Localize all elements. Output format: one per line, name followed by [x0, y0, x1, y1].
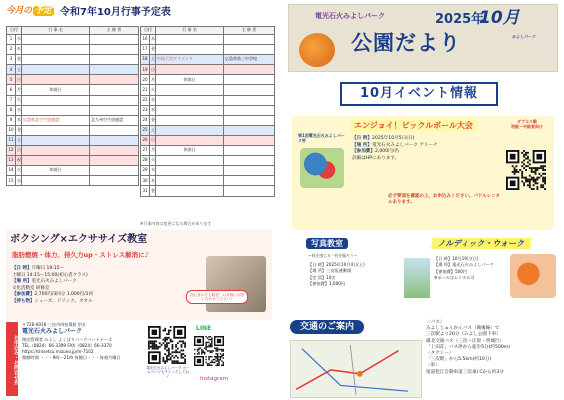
schedule-row: 3 金 — [7, 55, 139, 65]
schedule-row: 12 日 — [7, 146, 139, 156]
boxing-bubble: 初心者の方も歓迎！お気軽にお問い合わせください♪ — [186, 290, 248, 304]
photo-class-heading: 写真教室 — [306, 238, 348, 249]
schedule-row: 9 木 広島県北空手道連盟 北九州空手道連盟 — [7, 115, 139, 125]
schedule-row: 26 日 — [141, 135, 275, 145]
schedule-row: 7 火 — [7, 95, 139, 105]
photo-class-details: 【日 時】2025年10月4日(土) 【場 所】三良坂運動場 【定 員】10名 【参加費】1,000円 — [308, 262, 365, 286]
schedule-row: 30 木 — [141, 176, 275, 186]
schedule-row: 16 木 — [141, 35, 275, 45]
schedule-row: 1 水 — [7, 35, 139, 45]
photo-class-subtitle: 〜秋を感じる一枚を撮ろう〜 — [308, 253, 358, 258]
pickleball-photo — [300, 148, 344, 188]
schedule-row: 31 金 — [141, 186, 275, 196]
newsletter-header — [288, 4, 558, 72]
schedule-row: 5 日 — [7, 75, 139, 85]
line-qr-code[interactable] — [194, 336, 224, 366]
schedule-row: 29 水 — [141, 166, 275, 176]
schedule-table-left: 日付 行 事 名 主 催 者 1 水 2 木 3 金 4 土 5 日 6 月 休園日 7 火 8 水 9 木 広島県北空手道連盟 北九州空手道連盟 10 金 11 土 12 日 13 祝 14 火 休園日 15 水 — [6, 26, 139, 186]
access-map — [290, 340, 422, 398]
schedule-row: 20 月 休園日 — [141, 75, 275, 85]
schedule-row: 21 火 — [141, 85, 275, 95]
photo-class-image — [404, 258, 430, 298]
nordic-walk-section — [432, 238, 556, 318]
schedule-table-right: 日付 行 事 名 主 催 者 16 木 17 金 18 土 中国大学グラウンド 広島県第三中学校 19 日 20 月 休園日 21 火 22 水 23 木 24 金 25 土 26 日 27 月 休園日 28 火 29 水 30 木 31 金 — [140, 26, 275, 197]
schedule-row: 13 祝 — [7, 156, 139, 166]
schedule-row: 19 日 — [141, 65, 275, 75]
facility-name: 電光石火みよしパーク — [22, 328, 83, 336]
pickleball-notice: 必ず要項を確認の上、お申込みください。パドルレンタルあります。 — [388, 194, 501, 206]
detail-row: 【日 時】2025年10月5日(日) — [352, 136, 415, 141]
contact-side-label: お申込み・お問合せ先 — [6, 322, 18, 396]
month-label: 10月 — [479, 8, 520, 28]
schedule-row: 8 水 — [7, 105, 139, 115]
line-label: LINE — [196, 325, 212, 332]
pickleball-qr-code[interactable] — [506, 150, 546, 190]
events-banner: 10月イベント情報 — [340, 82, 498, 106]
mascot-icon — [299, 33, 335, 67]
schedule-row: 4 土 — [7, 65, 139, 75]
homepage-qr-code[interactable] — [148, 326, 186, 364]
access-heading: 交通のご案内 — [290, 320, 364, 334]
schedule-row: 18 土 中国大学グラウンド 広島県第三中学校 — [141, 55, 275, 65]
detail-row: 【参加費】2,000円/名 — [352, 149, 399, 155]
pickleball-format: ダブルス戦 初級〜中級者向け — [511, 119, 543, 129]
schedule-row: 22 水 — [141, 95, 275, 105]
nordic-walk-heading: ノルディック・ウォーク — [431, 238, 531, 249]
schedule-note: ※行事内容は変更になる場合があります — [140, 221, 212, 226]
park-logo: みよしパーク — [512, 34, 536, 39]
schedule-row: 10 金 — [7, 125, 139, 135]
schedule-row: 28 火 — [141, 156, 275, 166]
nordic-walk-image — [510, 254, 556, 298]
boxing-subtitle: 脂肪燃焼・体力、持久力up・ストレス解消に♪ — [12, 251, 149, 259]
schedule-row: 25 土 — [141, 125, 275, 135]
boxing-section — [6, 230, 272, 320]
access-directions: 〈バス〉 みよしじゅんかんバス（備後線）で 三次駅より20分（みよし公園下車） 備北交通バス（三次〜庄原・西城行） 「上田荘」バス停から徒歩5分(約500m) 〈タクシー〉 「三次駅」から5.5km(約10分) 〈車〉 尾道松江自動車道三次東I.Cから約3分 — [426, 320, 511, 375]
schedule-row: 6 月 休園日 — [7, 85, 139, 95]
detail-row: 詳細はHPにあります。 — [352, 155, 400, 161]
pickleball-section — [292, 116, 554, 230]
homepage-qr-label: 電光石火みよしパーク ホームページもチェックしてね♪ — [146, 366, 190, 379]
schedule-row: 11 土 — [7, 135, 139, 145]
schedule-row: 23 木 — [141, 105, 275, 115]
instagram-label: Instagram — [200, 376, 228, 382]
pickleball-details — [352, 136, 502, 163]
website-link[interactable]: https://shisetsu.mizuno.jp/m-7102 — [22, 348, 94, 354]
nordic-walk-details: 【日 時】10月19日(日) 【場 所】電光石火みよしパーク 【参加費】500円 ※ポールはレンタル可 — [434, 256, 494, 280]
schedule-header — [6, 6, 278, 24]
boxing-details: 【日 時】月曜日 19:15〜 土曜日 14:15〜15:00(初心者クラス) 【場 所】電光石火みよしパーク 文化活動室 研修室 【参加費】2,700円/3回分 1,000円/1回 【持ち物】シューズ、ドリンク、タオル — [12, 266, 93, 304]
photo-class-section — [306, 238, 430, 318]
year-label: 2025年 — [435, 12, 485, 27]
schedule-row: 17 金 — [141, 45, 275, 55]
park-name: 電光石火みよしパーク — [315, 12, 385, 20]
pickleball-title: エンジョイ！ピックルボール大会 — [350, 120, 477, 131]
schedule-row: 15 水 — [7, 176, 139, 186]
schedule-row: 27 月 休園日 — [141, 146, 275, 156]
boxing-title: ボクシング×エクササイズ教室 — [10, 234, 148, 245]
newsletter-title: 公園だより — [351, 31, 461, 55]
detail-row: 【場 所】電光石火みよしパーク アリーナ — [352, 142, 438, 148]
contact-info: 〒728-0016 三次市四拾貫町寺田 電光石火みよしパーク 指定管理者 みよし よくばりパークパートナーズ TEL（0824）66-3399 FAX（0824）66-3370 https://shisetsu.mizuno.jp/m-7102 開館時間 ・・・9時〜21時 休館日・・・毎週月曜日 — [22, 322, 146, 361]
schedule-title: 令和7年10月行事予定表 — [60, 7, 171, 18]
schedule-row: 24 金 — [141, 115, 275, 125]
schedule-row: 14 火 休園日 — [7, 166, 139, 176]
month-badge: 今月の 予定 — [6, 6, 52, 16]
access-section — [290, 320, 556, 398]
schedule-row: 2 木 — [7, 45, 139, 55]
pickleball-cup-label: 第1回電光石火みよしパーク杯 — [298, 133, 345, 143]
